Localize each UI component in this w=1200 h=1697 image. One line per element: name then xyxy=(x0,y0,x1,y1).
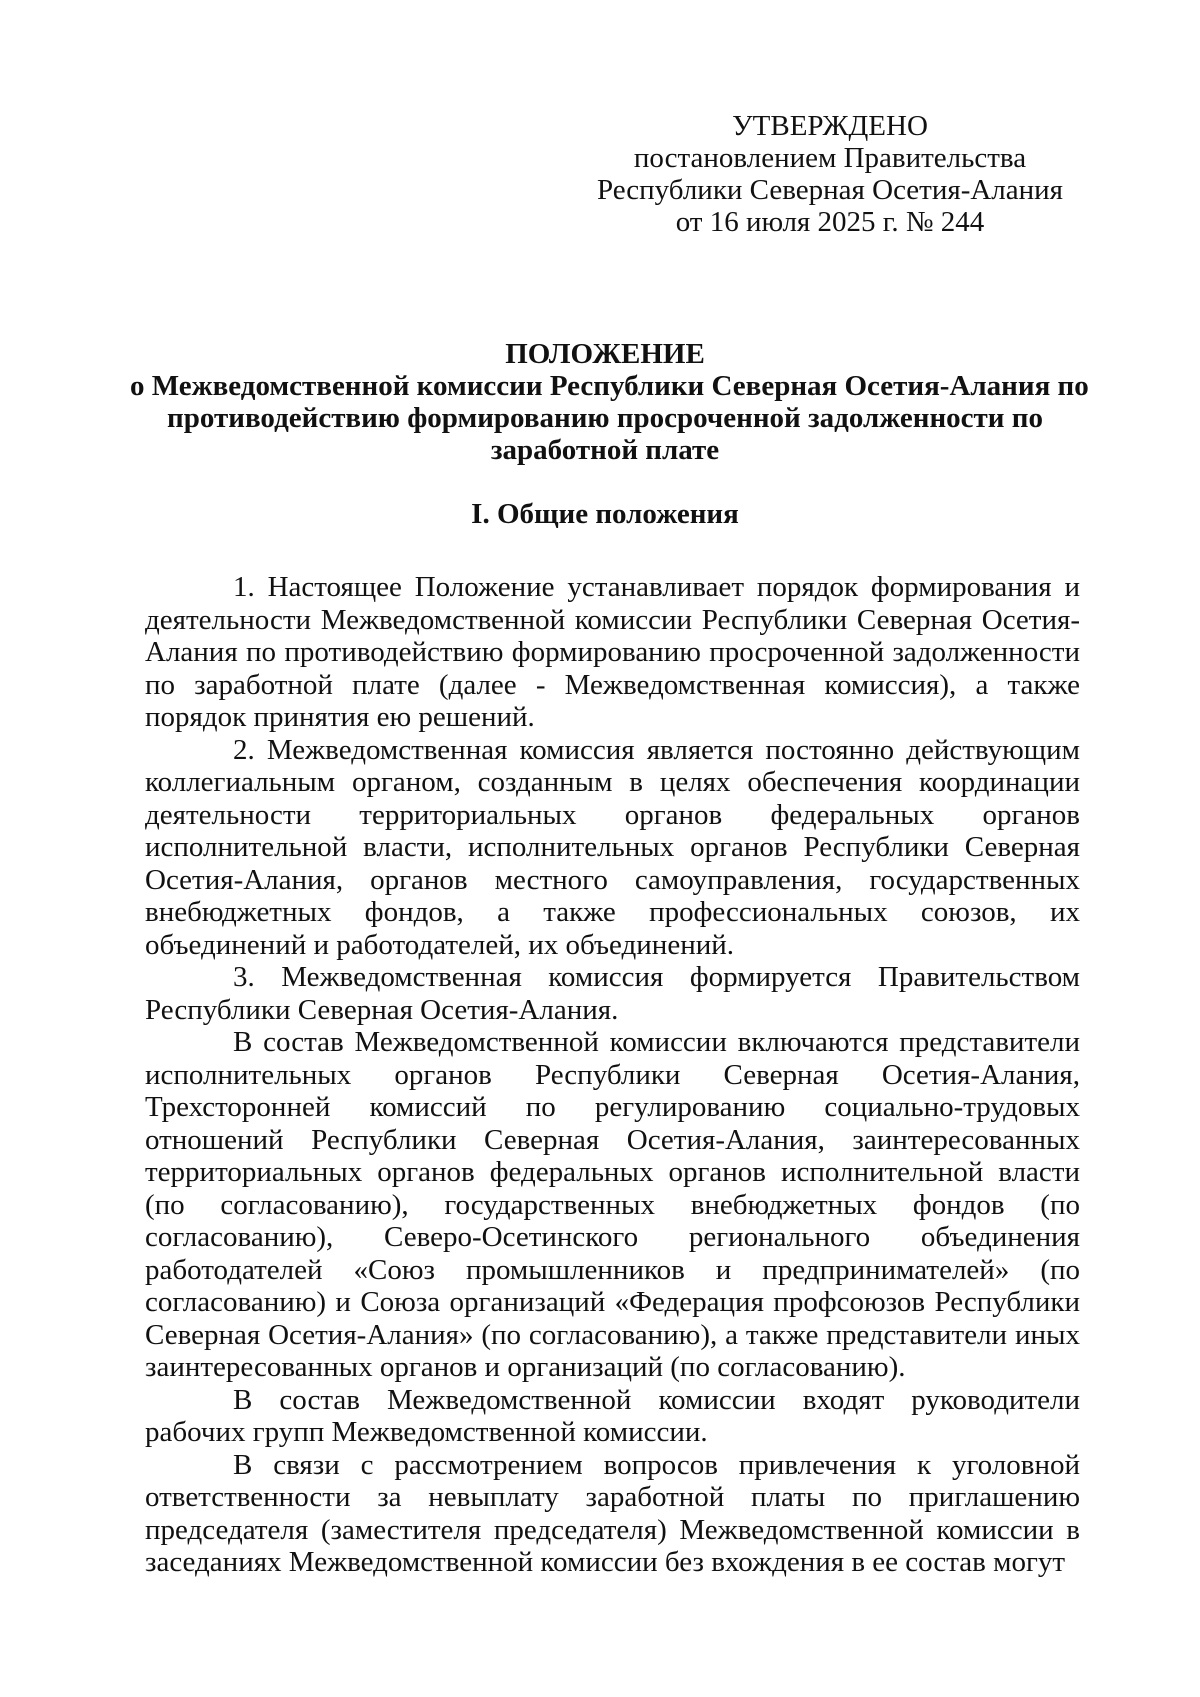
approval-date-number: от 16 июля 2025 г. № 244 xyxy=(675,206,985,238)
paragraph-composition: В состав Межведомственной комиссии включаются представители исполнительных органов Республики Северная Осетия-Алания, Трехсторонней комиссий по регулированию социально-трудовых отношений Республики Северная Осетия-Алания, заинтересованных территориальных органов федеральных органов исполнительной власти (по согласованию), государственных внебюджетных фондов (по согласованию), Северо-Осетинского регионального объединения работодателей «Союз промышленников и предпринимателей» (по согласованию) и Союза организаций «Федерация профсоюзов Республики Северная Осетия-Алания» (по согласованию), а также представители иных заинтересованных органов и организаций (по согласованию). xyxy=(145,1026,1080,1383)
approval-stamp-block xyxy=(580,110,1080,238)
paragraph-2: 2. Межведомственная комиссия является постоянно действующим коллегиальным органом, созданным в целях обеспечения координации деятельности территориальных органов федеральных органов исполнительной власти, исполнительных органов Республики Северная Осетия-Алания, органов местного самоуправления, государственных внебюджетных фондов, а также профессиональных союзов, их объединений и работодателей, их объединений. xyxy=(145,733,1080,961)
paragraph-1: 1. Настоящее Положение устанавливает порядок формирования и деятельности Межведомственной комиссии Республики Северная Осетия-Алания по противодействию формированию просроченной задолженности по заработной плате (далее - Межведомственная комиссия), а также порядок принятия ею решений. xyxy=(145,571,1080,733)
paragraph-3: 3. Межведомственная комиссия формируется Правительством Республики Северная Осетия-Алания. xyxy=(145,961,1080,1026)
document-title-subtitle-line-1: о Межведомственной комиссии Республики Северная Осетия-Алания по xyxy=(130,370,1089,402)
document-title-heading: ПОЛОЖЕНИЕ xyxy=(505,338,705,370)
approval-authority: постановлением Правительства xyxy=(633,142,1027,174)
document-body xyxy=(145,571,1080,1579)
approval-heading: УТВЕРЖДЕНО xyxy=(732,110,928,142)
section-heading: I. Общие положения xyxy=(471,498,739,530)
document-title-subtitle-line-3: заработной плате xyxy=(490,434,720,466)
document-title-subtitle-line-2: противодействию формированию просроченной задолженности по xyxy=(167,402,1043,434)
paragraph-working-groups: В состав Межведомственной комиссии входят руководители рабочих групп Межведомственной комиссии. xyxy=(145,1383,1080,1448)
paragraph-criminal-liability: В связи с рассмотрением вопросов привлечения к уголовной ответственности за невыплату заработной платы по приглашению председателя (заместителя председателя) Межведомственной комиссии в заседаниях Межведомственной комиссии без вхождения в ее состав могут xyxy=(145,1448,1080,1578)
document-title xyxy=(130,338,1089,466)
approval-republic: Республики Северная Осетия-Алания xyxy=(596,174,1064,206)
